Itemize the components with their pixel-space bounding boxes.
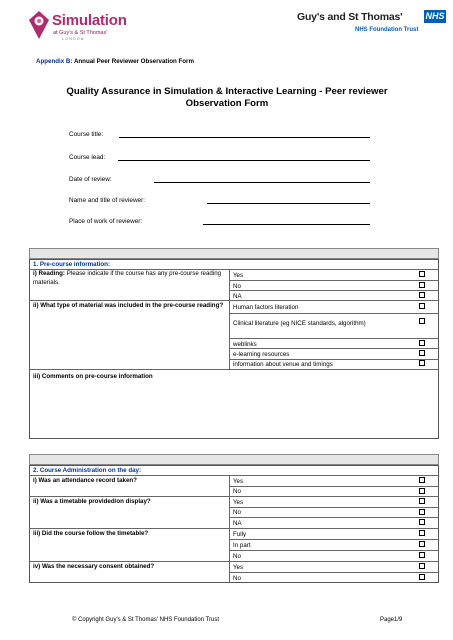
simulation-logo — [28, 10, 128, 46]
row-divider — [229, 280, 439, 281]
option-no: No — [233, 575, 241, 582]
simulation-logo-word: Simulation — [52, 12, 127, 29]
section2-divider — [29, 475, 439, 476]
simulation-badge-icon — [28, 10, 50, 40]
row-divider — [29, 561, 439, 562]
option-fully: Fully — [233, 531, 247, 538]
section2-header-bar — [29, 454, 439, 465]
appendix-line — [36, 58, 194, 65]
q-reading-rest: Please indicate if the course has any pre-course reading materials. — [33, 270, 222, 286]
section2-heading: 2. Course Administration on the day: — [33, 467, 142, 474]
q-followed-timetable: iii) Did the course follow the timetable? — [33, 530, 149, 537]
checkbox-venue-timings[interactable] — [419, 360, 425, 366]
option-elearning: e-learning resources — [233, 351, 290, 358]
page-header — [0, 0, 453, 55]
option-venue-timings: information about venue and timings — [233, 361, 333, 368]
reviewer-workplace-label: Place of work of reviewer: — [69, 218, 143, 225]
row-divider — [229, 550, 439, 551]
date-of-review-field[interactable] — [154, 182, 370, 183]
checkbox-followed-no[interactable] — [419, 552, 425, 558]
row-divider — [229, 572, 439, 573]
row-divider — [29, 496, 439, 497]
q-attendance: i) Was an attendance record taken? — [33, 477, 137, 484]
section1-header-bar — [29, 248, 439, 259]
row-divider — [229, 290, 439, 291]
option-yes: Yes — [233, 478, 244, 485]
q-consent: iv) Was the necessary consent obtained? — [33, 563, 155, 570]
simulation-logo-sub: at Guy's & St Thomas' — [53, 30, 108, 36]
footer-copyright: © Copyright Guy's & St Thomas' NHS Foundation Trust — [72, 617, 219, 623]
q-reading — [33, 270, 225, 287]
row-divider — [29, 528, 439, 529]
checkbox-weblinks[interactable] — [419, 340, 425, 346]
appendix-text: Annual Peer Reviewer Observation Form — [73, 58, 194, 65]
page-title: Quality Assurance in Simulation & Interactive Learning - Peer reviewer Observation Form — [66, 86, 388, 109]
page-number: Page1/9 — [380, 617, 403, 623]
row-divider — [229, 517, 439, 518]
option-no: No — [233, 509, 241, 516]
option-weblinks: weblinks — [233, 341, 257, 348]
q-material-type: ii) What type of material was included in the pre-course reading? — [33, 302, 224, 309]
row-divider — [229, 486, 439, 487]
checkbox-clinical-literature[interactable] — [419, 318, 425, 324]
option-na: NA — [233, 293, 242, 300]
course-lead-label: Course lead: — [69, 154, 106, 161]
option-yes: Yes — [233, 272, 244, 279]
option-in-part: In part — [233, 542, 251, 549]
checkbox-followed-fully[interactable] — [419, 530, 425, 536]
course-title-label: Course title: — [69, 131, 104, 138]
checkbox-human-factors[interactable] — [419, 303, 425, 309]
trust-name: Guy's and St Thomas' — [297, 11, 403, 23]
checkbox-reading-no[interactable] — [419, 282, 425, 288]
row-divider — [229, 338, 439, 339]
date-of-review-label: Date of review: — [69, 176, 112, 183]
appendix-label: Appendix B: — [36, 58, 73, 65]
option-na: NA — [233, 520, 242, 527]
checkbox-consent-no[interactable] — [419, 574, 425, 580]
checkbox-timetable-na[interactable] — [419, 519, 425, 525]
option-no: No — [233, 553, 241, 560]
checkbox-consent-yes[interactable] — [419, 563, 425, 569]
q-timetable-display: ii) Was a timetable provided/on display? — [33, 498, 151, 505]
course-title-field[interactable] — [119, 137, 370, 138]
checkbox-timetable-yes[interactable] — [419, 498, 425, 504]
trust-subtitle: NHS Foundation Trust — [355, 27, 419, 33]
q-reading-bold: i) Reading: — [33, 270, 65, 277]
reviewer-name-label: Name and title of reviewer: — [69, 197, 146, 204]
row-divider — [229, 348, 439, 349]
checkbox-reading-na[interactable] — [419, 292, 425, 298]
row-divider — [229, 539, 439, 540]
simulation-logo-city: LONDON — [62, 37, 85, 41]
checkbox-elearning[interactable] — [419, 350, 425, 356]
option-yes: Yes — [233, 564, 244, 571]
checkbox-timetable-no[interactable] — [419, 509, 425, 515]
reviewer-workplace-field[interactable] — [203, 224, 370, 225]
checkbox-attendance-no[interactable] — [419, 488, 425, 494]
row-divider — [29, 369, 439, 370]
nhs-logo: NHS — [425, 11, 445, 21]
course-lead-field[interactable] — [118, 160, 370, 161]
section1-column-divider — [229, 269, 230, 369]
checkbox-reading-yes[interactable] — [419, 271, 425, 277]
option-clinical-literature: Clinical literature (eg NICE standards, algorithm) — [233, 320, 366, 327]
option-yes: Yes — [233, 499, 244, 506]
section1-heading: 1. Pre-course information: — [33, 261, 111, 268]
reviewer-name-field[interactable] — [207, 203, 370, 204]
row-divider — [229, 313, 439, 314]
checkbox-followed-in-part[interactable] — [419, 541, 425, 547]
checkbox-attendance-yes[interactable] — [419, 477, 425, 483]
option-no: No — [233, 488, 241, 495]
q-comments: iii) Comments on pre-course information — [33, 373, 153, 380]
row-divider — [229, 359, 439, 360]
row-divider — [229, 507, 439, 508]
section2-column-divider — [229, 475, 230, 583]
option-human-factors: Human factors literation — [233, 304, 299, 311]
option-no: No — [233, 283, 241, 290]
